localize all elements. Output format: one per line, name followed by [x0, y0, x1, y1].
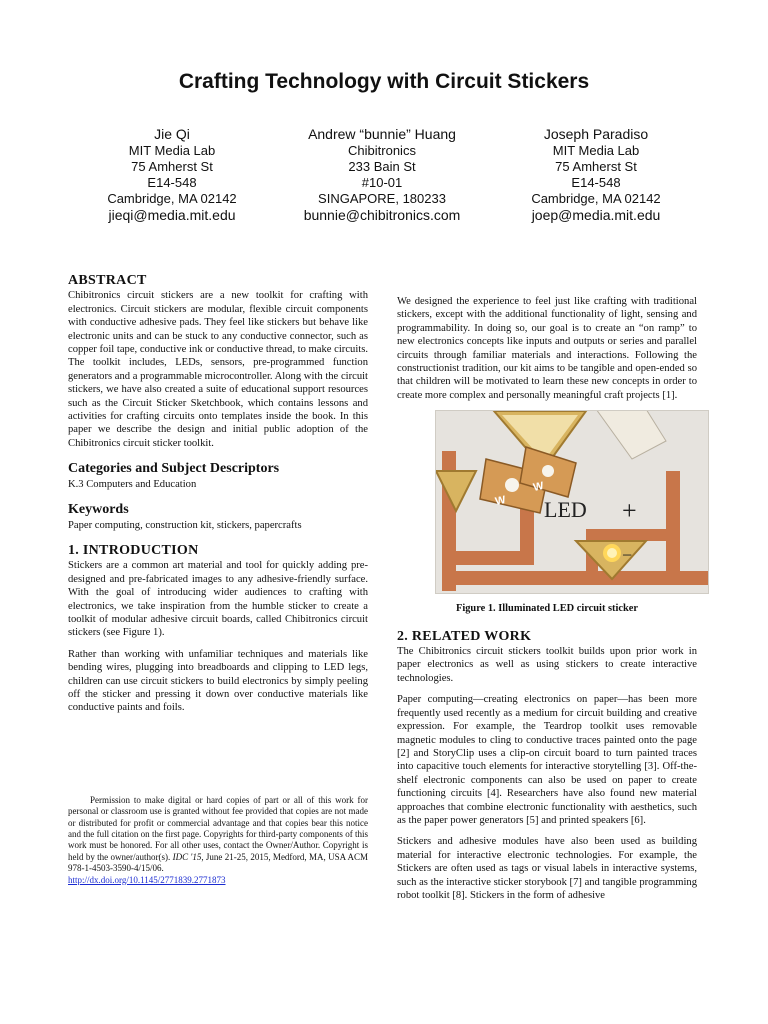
- copyright-text: Permission to make digital or hard copies of part or all of this work for personal or classroom use is granted without fee provided that copies are not made or distributed for profit or commercial advantage and that copies bear this notice and the full citation on the first page. Copyrights for third-party components of this work must be honored. For all other uses, contact the Owner/Author. Copyright is held by the owner/author(s).: [68, 794, 368, 862]
- introduction-heading: 1. INTRODUCTION: [68, 542, 199, 558]
- paper-title: Crafting Technology with Circuit Stickers: [178, 70, 590, 93]
- left-column: [68, 274, 368, 886]
- author-block-2: [262, 126, 502, 224]
- introduction-paragraph-2: Rather than working with unfamiliar techniques and materials like bending wires, plugging into breadboards and clipping to LED legs, children can use circuit stickers to build electronics by simply peeling off the sticker and pressing it down over conductive materials like conductive paints and foils.: [68, 648, 368, 714]
- author-email: bunnie@chibitronics.com: [303, 207, 461, 223]
- author-affiliation: Chibitronics: [348, 143, 416, 158]
- author-city: Cambridge, MA 02142: [107, 191, 237, 206]
- author-city: Cambridge, MA 02142: [531, 191, 661, 206]
- author-city: SINGAPORE, 180233: [318, 191, 446, 206]
- doi-link[interactable]: http://dx.doi.org/10.1145/2771839.2771873: [68, 874, 226, 885]
- figure-label-minus: −: [622, 545, 633, 566]
- author-street: 233 Bain St: [348, 159, 416, 174]
- conference-details: , June 21-25, 2015, Medford, MA, USA: [201, 851, 346, 862]
- abstract-text: Chibitronics circuit stickers are a new toolkit for crafting with electronics. Circuit stickers are modular, flexible circuit components with conductive adhesive pads. They feel like stickers but behave like electronic units and can be stuck to any conductive connector, such as copper foil tape, conductive ink or conductive thread, to make circuits. The toolkit includes, LEDs, sensors, pre-programmed function generators and a programmable microcontroller. Along with the circuit stickers, we have also created a suite of educational support resources such as the Circuit Sticker Sketchbook, which contains lessons and activities for crafting circuits onto templates inside the book. In this paper we describe the design and initial public adoption of the Chibitronics circuit sticker toolkit.: [68, 290, 368, 449]
- svg-text:W: W: [494, 494, 507, 509]
- author-affiliation: MIT Media Lab: [128, 143, 216, 158]
- author-affiliation: MIT Media Lab: [552, 143, 640, 158]
- related-work-heading: 2. RELATED WORK: [397, 628, 532, 644]
- author-block-3: [476, 126, 716, 224]
- related-work-paragraph-3: Stickers and adhesive modules have also been used as building material for interactive electronic technologies. For example, the Stickers are often used as tags or visual labels in interactive systems, such as the interactive sticker storybook [7] and tangible programming robot toolkit [8]. Stickers in the form of adhesive: [397, 836, 697, 901]
- svg-text:W: W: [532, 480, 545, 495]
- author-extra: E14-548: [147, 175, 197, 190]
- author-extra: E14-548: [571, 175, 621, 190]
- author-street: 75 Amherst St: [555, 159, 637, 174]
- author-extra: #10-01: [361, 175, 403, 190]
- author-email: jieqi@media.mit.edu: [108, 207, 236, 223]
- related-work-paragraph-1: The Chibitronics circuit stickers toolkit builds upon prior work in paper electronics as well as using stickers to create interactive technologies.: [397, 646, 697, 684]
- author-email: joep@media.mit.edu: [531, 207, 661, 223]
- copyright-notice: [68, 795, 368, 886]
- author-name: Joseph Paradiso: [543, 126, 649, 142]
- figure-1-caption: Figure 1. Illuminated LED circuit sticker: [455, 603, 639, 615]
- right-column: [397, 295, 697, 910]
- acm-isbn: ACM 978-1-4503-3590-4/15/06.: [68, 851, 368, 874]
- led-sticker-illustration: [436, 411, 708, 593]
- figure-label-plus: +: [622, 496, 637, 526]
- categories-text: K.3 Computers and Education: [68, 478, 197, 490]
- author-street: 75 Amherst St: [131, 159, 213, 174]
- author-name: Andrew “bunnie” Huang: [308, 126, 456, 142]
- conference-name: IDC '15: [172, 851, 202, 862]
- keywords-heading: Keywords: [68, 502, 129, 518]
- right-intro-paragraph: We designed the experience to feel just like crafting with traditional stickers, except with the additional functionality of light, sensing and programmability. In doing so, our goal is to create an “on ramp” to new electronics concepts like inputs and outputs or series and parallel circuits through familiar materials and interactions. Following the constructionist tradition, our kit aims to be tangible and open-ended so that children will be motivated to learn these new concepts in order to create more complex and personally meaningful craft projects [1].: [397, 296, 697, 401]
- related-work-paragraph-2: Paper computing—creating electronics on paper—has been more frequently used recently as a medium for circuit building and creative expression. For example, the Teardrop toolkit uses removable magnetic modules to cling to conductive traces painted onto the page [2] and StoryClip uses a clip-on circuit board to turn painted traces into capacitive touch elements for interactive storytelling [3]. Off-the-shelf electronic components can also be used on paper to create functioning circuits [4]. Researchers have also found new material approaches that combine electronic functionality with aesthetics, such as the paper power generators [5] and printed speakers [6].: [397, 694, 697, 826]
- author-block-1: [52, 126, 292, 224]
- categories-heading: Categories and Subject Descriptors: [68, 461, 280, 477]
- keywords-text: Paper computing, construction kit, stickers, papercrafts: [68, 519, 302, 531]
- author-name: Jie Qi: [154, 126, 190, 142]
- introduction-paragraph-1: Stickers are a common art material and tool for quickly adding pre-designed and pre-fabricated images to any adhesive-friendly surface. With the goal of introducing wider audiences to crafting with electronics, we take inspiration from the humble sticker to create a toolkit of modular adhesive circuit boards, called Chibitronics circuit stickers (see Figure 1).: [68, 560, 368, 639]
- figure-1-photo: [435, 410, 709, 594]
- figure-label-led: LED: [544, 497, 587, 523]
- abstract-heading: ABSTRACT: [68, 273, 147, 288]
